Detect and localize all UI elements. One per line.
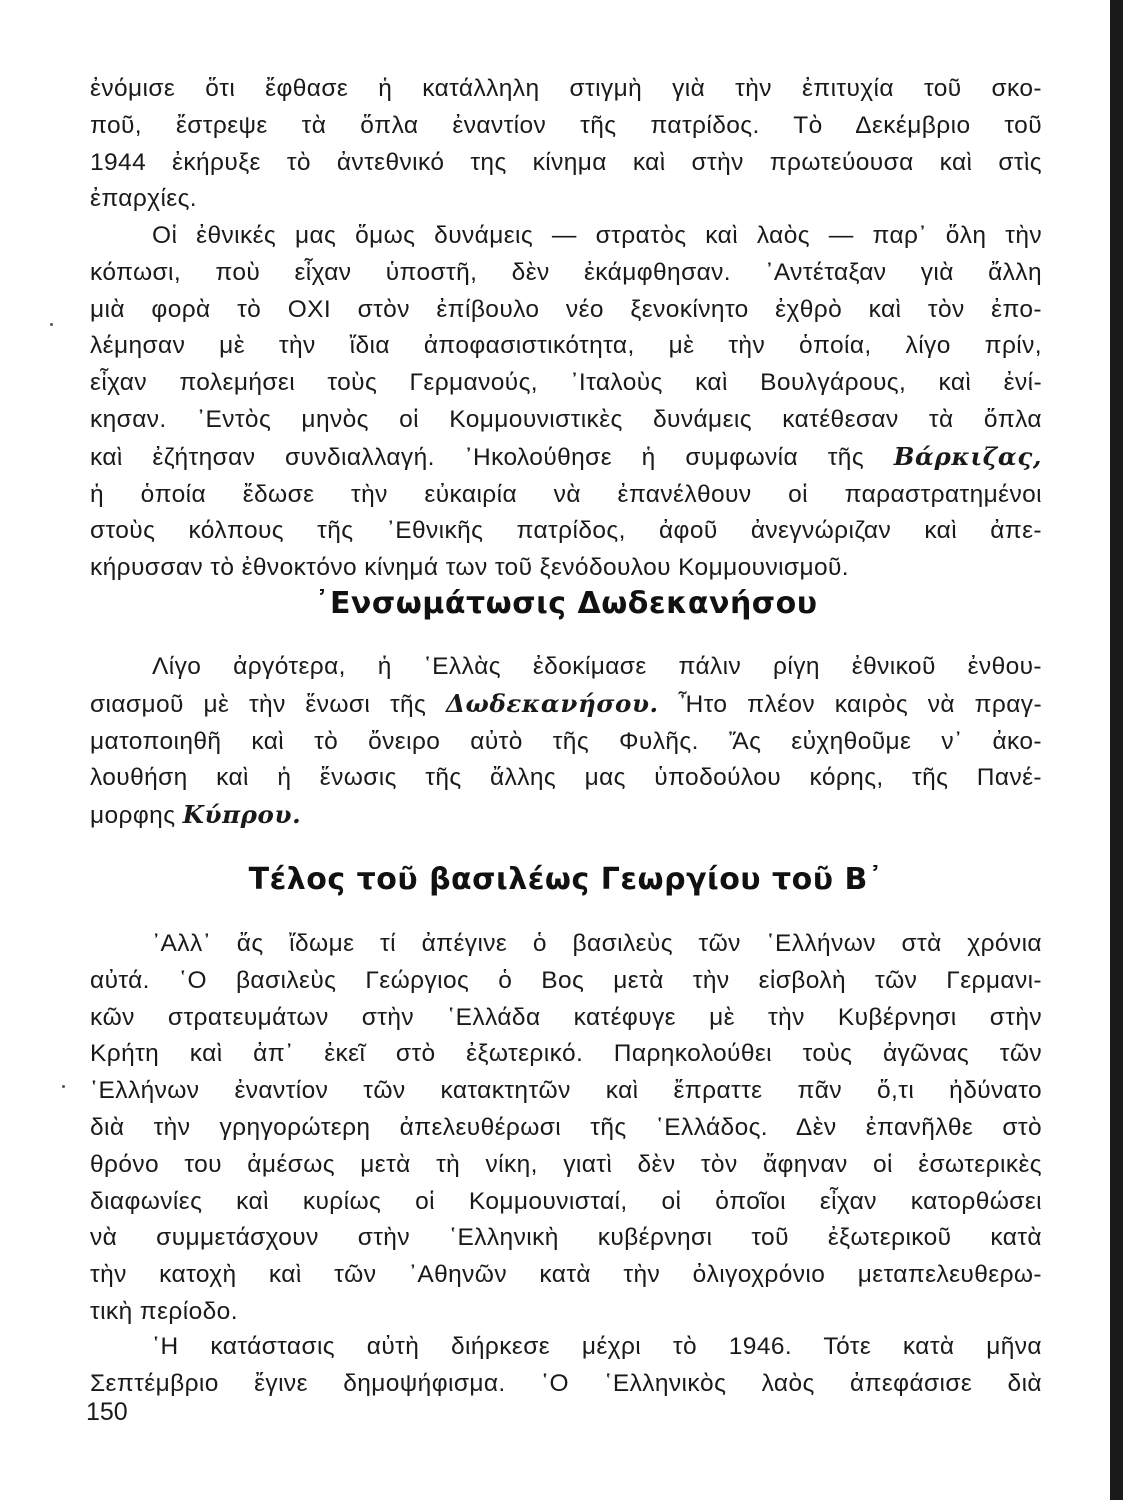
text-segment: μορφης — [90, 802, 183, 830]
text-line: εἶχαν πολεμήσει τοὺς Γερμανούς, ᾽Ιταλοὺς καὶ Βουλγάρους, καὶ ἐνί- — [90, 369, 1042, 397]
text-line: τικὴ περίοδο. — [90, 1297, 238, 1325]
text-line: ἐνόμισε ὅτι ἔφθασε ἡ κατάλληλη στιγμὴ γιὰ τὴν ἐπιτυχία τοῦ σκο- — [90, 75, 1042, 102]
text-line: κησαν. ᾽Εντὸς μηνὸς οἱ Κομμουνιστικὲς δυνάμεις κατέθεσαν τὰ ὅπλα — [90, 405, 1042, 433]
text-line: λέμησαν μὲ τὴν ἴδια ἀποφασιστικότητα, μὲ τὴν ὁποία, λίγο πρίν, — [90, 332, 1042, 360]
text-line: διαφωνίες καὶ κυρίως οἱ Κομμουνισταί, οἱ ὁποῖοι εἶχαν κατορθώσει — [90, 1187, 1042, 1215]
text-line: νὰ συμμετάσχουν στὴν ῾Ελληνικὴ κυβέρνησι τοῦ ἐξωτερικοῦ κατὰ — [90, 1224, 1042, 1252]
emphasized-term-cyprus: Κύπρου. — [182, 800, 302, 830]
text-line: θρόνο του ἀμέσως μετὰ τὴ νίκη, γιατὶ δὲν τὸν ἄφηναν οἱ ἐσωτερικὲς — [90, 1150, 1042, 1178]
text-line: ῾Ελλήνων ἐναντίον τῶν κατακτητῶν καὶ ἔπραττε πᾶν ὅ,τι ἠδύνατο — [90, 1077, 1042, 1105]
scan-dark-edge — [1110, 0, 1123, 1500]
text-line: κόπωσι, ποὺ εἶχαν ὑποστῆ, δὲν ἐκάμφθησαν. ᾽Αντέταξαν γιὰ ἄλλη — [90, 258, 1042, 286]
text-line — [90, 797, 1042, 835]
text-line: 1944 ἐκήρυξε τὸ ἀντεθνικό της κίνημα καὶ στὴν πρωτεύουσα καὶ στὶς — [90, 148, 1042, 176]
text-line: ἡ ὁποία ἔδωσε τὴν εὐκαιρία νὰ ἐπανέλθουν οἱ παραστρατημένοι — [90, 480, 1042, 508]
text-segment: Ἦτο πλέον καιρὸς νὰ πραγ- — [658, 690, 1043, 718]
paragraph-king-george — [90, 926, 1042, 1331]
text-line: κήρυσσαν τὸ ἐθνοκτόνο κίνημά των τοῦ ξενόδουλου Κομμουνισμοῦ. — [90, 554, 850, 582]
text-line: τὴν κατοχὴ καὶ τῶν ᾽Αθηνῶν κατὰ τὴν ὀλιγοχρόνιο μεταπελευθερω- — [90, 1261, 1042, 1289]
text-line: ᾽Αλλ᾽ ἄς ἴδωμε τί ἀπέγινε ὁ βασιλεὺς τῶν ῾Ελλήνων στὰ χρόνια — [152, 930, 1042, 957]
text-segment: σιασμοῦ μὲ τὴν ἕνωσι τῆς — [90, 690, 446, 718]
scan-speck — [50, 323, 53, 326]
text-line: αὐτά. ῾Ο βασιλεὺς Γεώργιος ὁ Βος μετὰ τὴν εἰσβολὴ τῶν Γερμανι- — [90, 966, 1042, 994]
text-line: διὰ τὴν γρηγορώτερη ἀπελευθέρωσι τῆς ῾Ελλάδος. Δὲν ἐπανῆλθε στὸ — [90, 1113, 1042, 1141]
text-segment: καὶ ἐζήτησαν συνδιαλλαγή. ᾽Ηκολούθησε ἡ συμφωνία τῆς — [90, 443, 894, 471]
section-heading-dodecanese: ᾽Ενσωμάτωσις Δωδεκανήσου — [314, 586, 818, 621]
paragraph-continuation — [90, 71, 1042, 218]
text-line: κῶν στρατευμάτων στὴν ῾Ελλάδα κατέφυγε μὲ τὴν Κυβέρνησι στὴν — [90, 1003, 1042, 1031]
emphasized-term-varkiza: Βάρκιζας, — [893, 441, 1042, 471]
text-line: λουθήση καὶ ἡ ἕνωσις τῆς ἄλλης μας ὑποδούλου κόρης, τῆς Πανέ- — [90, 764, 1042, 792]
text-line — [90, 686, 1042, 724]
section-heading-king-george: Τέλος τοῦ βασιλέως Γεωργίου τοῦ Β᾽ — [248, 862, 884, 897]
text-line — [90, 439, 1042, 477]
paragraph-national-forces — [90, 218, 1042, 587]
text-line: ποῦ, ἔστρεψε τὰ ὅπλα ἐναντίον τῆς πατρίδος. Τὸ Δεκέμβριο τοῦ — [90, 111, 1042, 139]
text-line: Κρήτη καὶ ἀπ᾽ ἐκεῖ στὸ ἐξωτερικό. Παρηκολούθει τοὺς ἀγῶνας τῶν — [90, 1040, 1042, 1068]
text-line: στοὺς κόλπους τῆς ᾽Εθνικῆς πατρίδος, ἀφοῦ ἀνεγνώριζαν καὶ ἀπε- — [90, 517, 1042, 545]
paragraph-referendum — [90, 1329, 1042, 1403]
text-line: ἐπαρχίες. — [90, 185, 198, 213]
text-line: ματοποιηθῆ καὶ τὸ ὄνειρο αὐτὸ τῆς Φυλῆς. Ἄς εὐχηθοῦμε ν᾽ ἀκο- — [90, 727, 1042, 755]
page-number: 150 — [86, 1398, 128, 1426]
text-line: μιὰ φορὰ τὸ ΟΧΙ στὸν ἐπίβουλο νέο ξενοκίνητο ἐχθρὸ καὶ τὸν ἐπο- — [90, 295, 1042, 323]
text-line: Σεπτέμβριο ἔγινε δημοψήφισμα. ῾Ο ῾Ελληνικὸς λαὸς ἀπεφάσισε διὰ — [90, 1369, 1042, 1397]
scan-speck — [62, 1085, 65, 1088]
paragraph-dodecanese — [90, 649, 1042, 835]
emphasized-term-dodecanese: Δωδεκανήσου. — [445, 688, 659, 718]
text-line: Οἱ ἐθνικές μας ὅμως δυνάμεις — στρατὸς καὶ λαὸς — παρ᾽ ὅλη τὴν — [152, 222, 1042, 249]
text-line: ῾Η κατάστασις αὐτὴ διήρκεσε μέχρι τὸ 1946. Τότε κατὰ μῆνα — [152, 1333, 1042, 1360]
text-line: Λίγο ἀργότερα, ἡ ῾Ελλὰς ἐδοκίμασε πάλιν ρίγη ἐθνικοῦ ἐνθου- — [152, 653, 1042, 680]
